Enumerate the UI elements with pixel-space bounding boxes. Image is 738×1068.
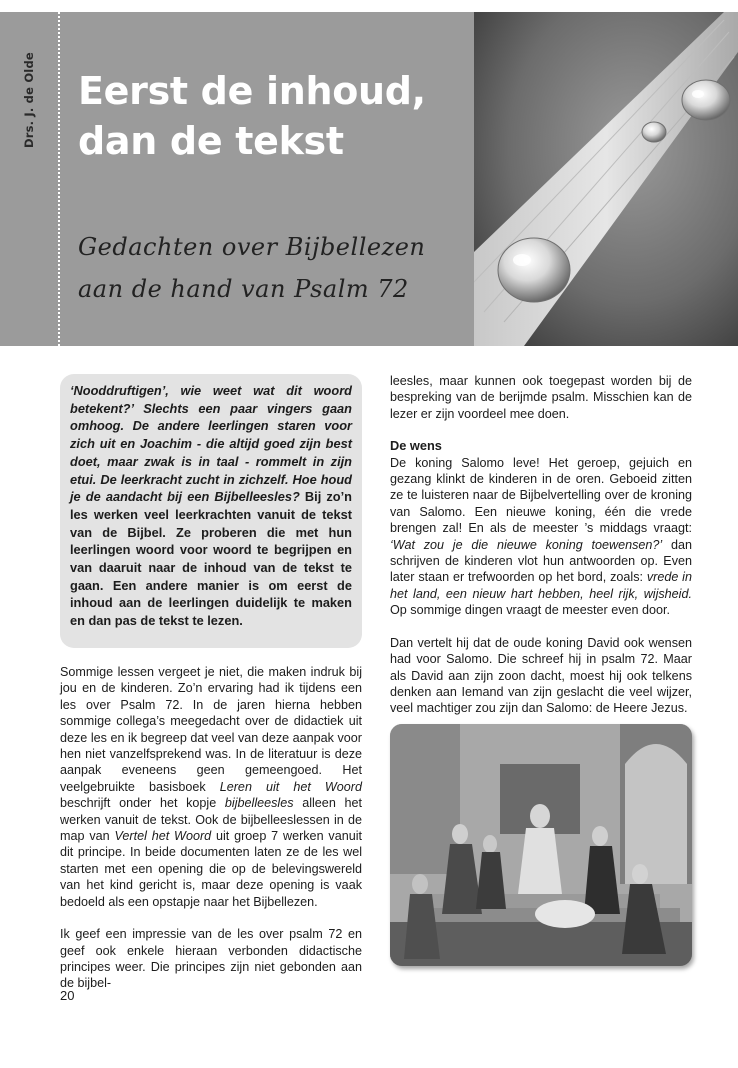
leaf-droplets-illustration: [474, 12, 738, 346]
keywords-italic: vrede in het land, een nieuw hart hebben, heel rijk, wijsheid.: [390, 570, 692, 601]
subtitle-line-1: Gedachten over Bijbellezen: [78, 233, 426, 261]
text-run: dan schrijven de kinderen vlot hun antwoorden op. Even later staan er trefwoorden op het bord, zoals:: [390, 537, 692, 585]
droplet-highlight: [513, 254, 531, 266]
text-run: uit groep 7 werken vanuit dit principe. In beide documenten laten ze de les wel starten met een opening die op de belevingswereld van het kind gericht is, maar deze opening is vaak bedoeld als een opstapje naar het Bijbellezen.: [60, 829, 363, 909]
title-line-1: Eerst de inhoud,: [78, 69, 426, 113]
title-line-2: dan de tekst: [78, 119, 344, 163]
right-paragraph-2: Dan vertelt hij dat de oude koning David ook wensen had voor Salomo. Die schreef hij in psalm 72. Maar als David aan zijn zoon dacht, moest hij ook telkens denken aan Iemand van zijn geslacht die veel wijzer, veel machtiger zou zijn dan Salomo: de Heere Jezus.: [390, 635, 692, 716]
book-title-italic: Leren uit het Woord: [219, 779, 363, 794]
large-water-droplet: [498, 238, 570, 302]
coronation-painting: [390, 724, 692, 966]
right-column: [390, 373, 692, 717]
question-italic: ‘Wat zou je die nieuwe koning toewensen?’: [390, 537, 663, 552]
arch-window: [625, 744, 687, 884]
right-paragraph-1: [390, 455, 692, 619]
figure-head: [592, 826, 608, 846]
right-paragraph-0: leesles, maar kunnen ook toegepast worden bij de bespreking van de berijmde psalm. Misschien kan de lezer er zijn voordeel mee doen.: [390, 374, 692, 421]
text-run: Op sommige dingen vraagt de meester even door.: [390, 603, 671, 618]
figure-head: [483, 835, 497, 853]
left-column: [60, 664, 362, 992]
left-paragraph-1: [60, 664, 362, 910]
article-title: [78, 66, 458, 166]
kneeling-figure: [535, 900, 595, 928]
intro-normal-text: Bij zo’n les werken veel leerkrachten vanuit de tekst van de Bijbel. Ze proberen die met hun leerlingen woord voor woord te begrijpen en van daaruit naar de inhoud van de tekst te gaan. Een andere manier is om eerst de inhoud aan de leerlingen duidelijk te maken en dan pas de tekst te lezen.: [70, 489, 352, 629]
droplet-highlight: [692, 90, 704, 98]
figure-head: [632, 864, 648, 884]
author-name: Drs. J. de Olde: [22, 52, 36, 148]
small-water-droplet: [642, 122, 666, 142]
painting-illustration: [390, 724, 692, 966]
text-run: Sommige lessen vergeet je niet, die maken indruk bij jou en de kinderen. Zo’n ervaring had ik tijdens een les over Psalm 72. In de jaren hierna hebben sommige collega’s meegedacht over de didactiek uit deze les en ik begreep dat veel van deze aanpak voor hen niet vanzelfsprekend was. In de literatuur is deze aanpak eveneens geen gemeengoed. Het veelgebruikte basisboek: [60, 665, 362, 794]
header-photo-water-droplets: [474, 12, 738, 346]
intro-box: [60, 374, 362, 648]
medium-water-droplet: [682, 80, 730, 120]
subtitle-line-2: aan de hand van Psalm 72: [78, 275, 409, 303]
article-subtitle: [78, 226, 478, 310]
left-paragraph-2: Ik geef een impressie van de les over psalm 72 en geef ook enkele hieraan verbonden didactische principes weer. Die principes zijn niet gebonden aan de bijbel-: [60, 927, 362, 991]
king-head: [530, 804, 550, 828]
book-title-italic: Vertel het Woord: [114, 829, 212, 844]
page-number: 20: [60, 988, 75, 1003]
text-run: beschrijft onder het kopje: [60, 796, 225, 811]
intro-italic-text: ‘Nooddruftigen’, wie weet wat dit woord betekent?’ Slechts een paar vingers gaan omhoog. De andere leerlingen staren voor zich uit en Joachim - die altijd goed zijn best doet, maar zwak is in taal - rommelt in zijn etui. De leerkracht zucht in zichzelf. Hoe houd je de aandacht bij een Bijbelleesles?: [70, 383, 352, 505]
section-heading: De wens: [390, 438, 442, 454]
dotted-divider: [58, 12, 60, 346]
heading-italic: bijbelleesles: [224, 796, 294, 811]
figure-head: [452, 824, 468, 844]
text-run: De koning Salomo leve! Het geroep, gejuich en gezang klinkt de kinderen in de oren. Geboeid zitten ze te luisteren naar de Bijbelvertelling over de kroning van Salomo. Een nieuwe koning, één die vrede brengen zal! En als de meester ’s middags vraagt:: [390, 455, 692, 536]
text-run: alleen het werken vanuit de tekst. Ook de bijbelleeslessen in de map van: [60, 796, 362, 844]
figure-head: [412, 874, 428, 894]
